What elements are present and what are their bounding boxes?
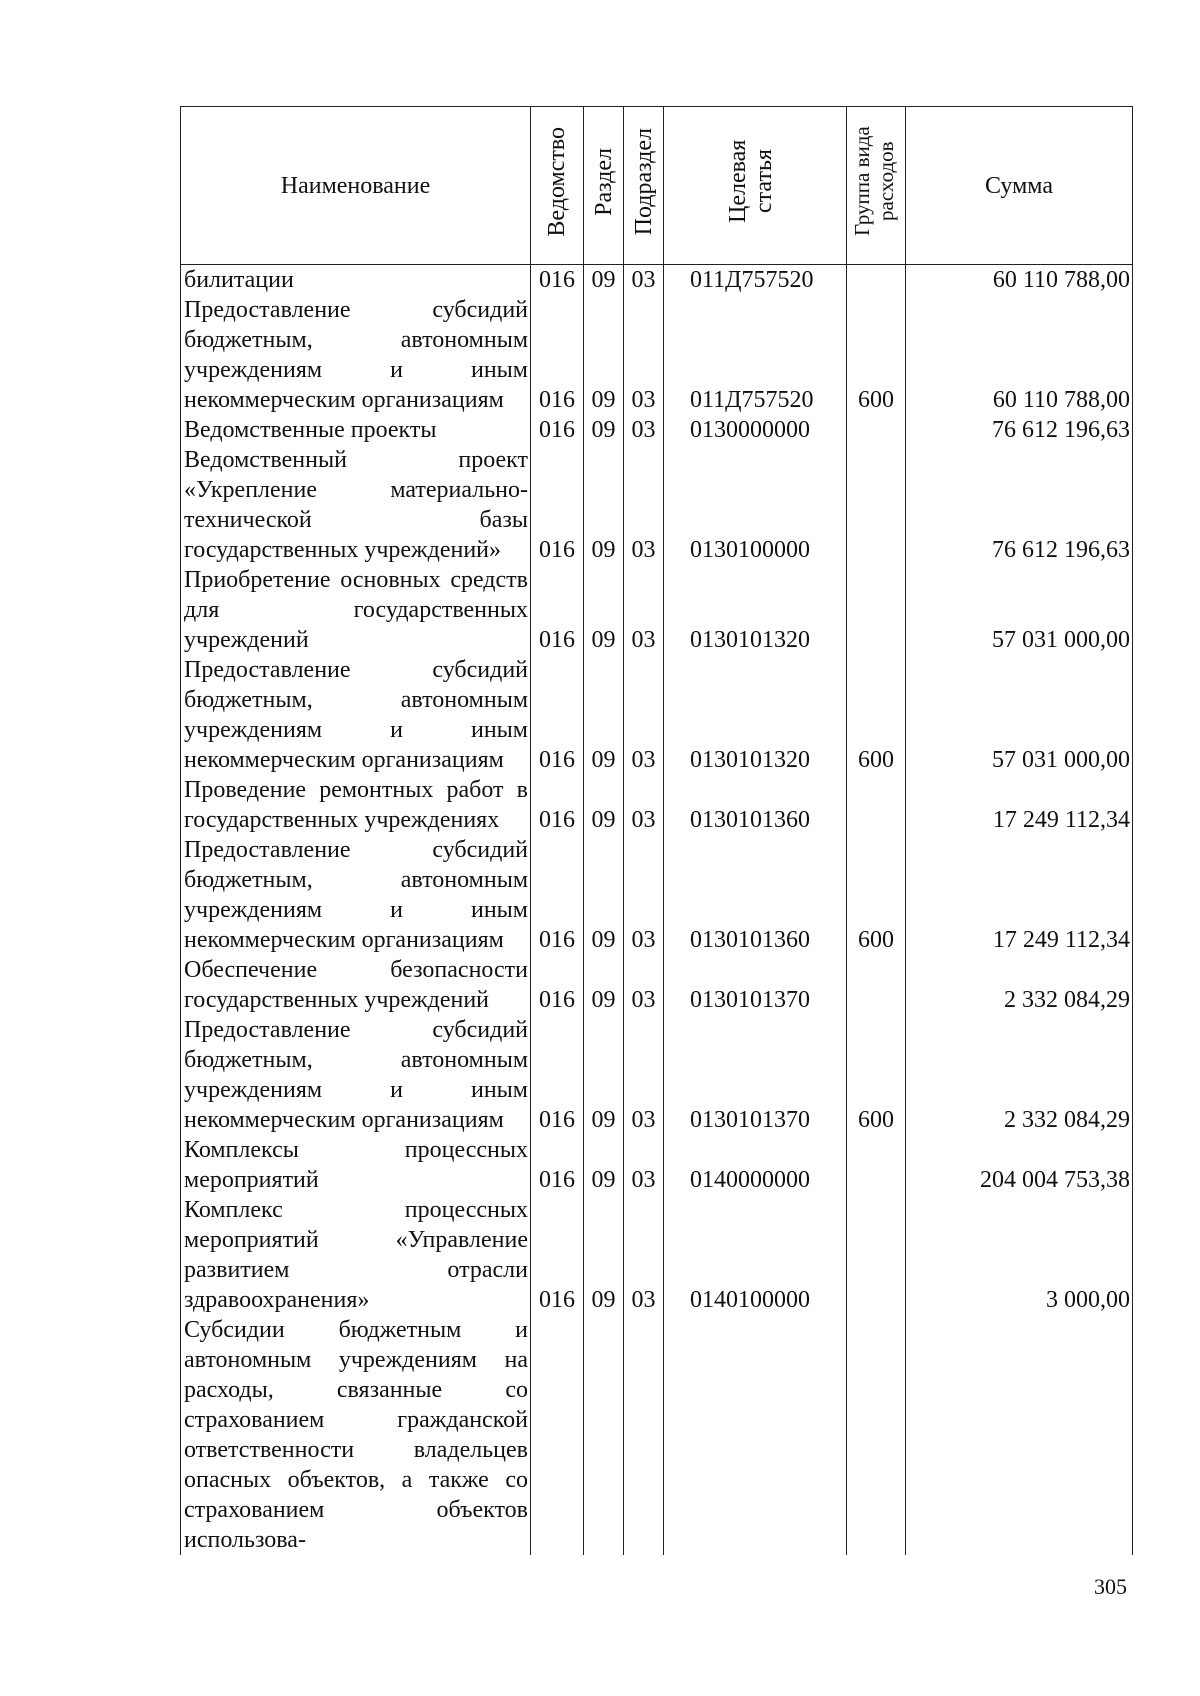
cell-cel: 0130101370 [664,955,847,1015]
cell-grp: 600 [847,835,906,955]
cell-podr: 03 [624,1135,664,1195]
cell-sum [906,1315,1133,1555]
table-row [181,445,1133,565]
cell-cel: 0130101370 [664,1015,847,1135]
cell-razd: 09 [584,445,624,565]
cell-razd: 09 [584,295,624,415]
header-razdel-cell [584,107,624,265]
cell-name: Ведомственный проект «Укрепление материально-технической базы государственных учреждений» [181,445,531,565]
table-header-row [181,107,1133,265]
header-celevaya-cell [664,107,847,265]
table-row [181,415,1133,445]
table-row [181,295,1133,415]
cell-grp: 600 [847,655,906,775]
table-row [181,565,1133,655]
cell-podr: 03 [624,415,664,445]
cell-ved: 016 [531,265,584,296]
cell-ved: 016 [531,295,584,415]
cell-cel: 011Д757520 [664,295,847,415]
cell-sum: 76 612 196,63 [906,415,1133,445]
cell-grp [847,1195,906,1315]
cell-sum: 57 031 000,00 [906,655,1133,775]
cell-grp [847,1135,906,1195]
cell-ved: 016 [531,565,584,655]
table-row [181,955,1133,1015]
cell-ved [531,1315,584,1555]
cell-ved: 016 [531,1195,584,1315]
cell-ved: 016 [531,1135,584,1195]
cell-name: Проведение ремонтных работ в государственных учреждениях [181,775,531,835]
cell-cel [664,1315,847,1555]
cell-sum: 60 110 788,00 [906,295,1133,415]
cell-name: Ведомственные проекты [181,415,531,445]
cell-grp [847,1315,906,1555]
cell-name: Обеспечение безопасности государственных учреждений [181,955,531,1015]
cell-ved: 016 [531,955,584,1015]
cell-razd: 09 [584,775,624,835]
cell-name: Комплексы процессных мероприятий [181,1135,531,1195]
header-gruppa: Группа вида расходов [850,126,898,237]
cell-ved: 016 [531,445,584,565]
cell-name: Предоставление субсидий бюджетным, автономным учреждениям и иным некоммерческим организациям [181,295,531,415]
header-podrazdel: Подраздел [630,127,657,236]
cell-grp [847,955,906,1015]
cell-podr: 03 [624,775,664,835]
cell-razd [584,1315,624,1555]
header-gruppa-cell [847,107,906,265]
cell-ved: 016 [531,835,584,955]
cell-ved: 016 [531,415,584,445]
table-row [181,1315,1133,1555]
cell-grp [847,265,906,296]
cell-sum: 57 031 000,00 [906,565,1133,655]
cell-podr: 03 [624,655,664,775]
page-number: 305 [1094,1574,1127,1599]
cell-razd: 09 [584,1195,624,1315]
cell-podr: 03 [624,955,664,1015]
cell-cel: 0130100000 [664,445,847,565]
cell-cel: 0130000000 [664,415,847,445]
header-vedomstvo-cell [531,107,584,265]
table-row [181,1195,1133,1315]
cell-name: Предоставление субсидий бюджетным, автономным учреждениям и иным некоммерческим организациям [181,655,531,775]
budget-table [180,106,1133,1555]
cell-name: Предоставление субсидий бюджетным, автономным учреждениям и иным некоммерческим организациям [181,1015,531,1135]
table-row [181,655,1133,775]
cell-grp: 600 [847,295,906,415]
cell-podr: 03 [624,445,664,565]
cell-grp: 600 [847,1015,906,1135]
cell-ved: 016 [531,655,584,775]
cell-razd: 09 [584,565,624,655]
cell-sum: 2 332 084,29 [906,955,1133,1015]
cell-sum: 60 110 788,00 [906,265,1133,296]
cell-grp [847,445,906,565]
cell-razd: 09 [584,655,624,775]
cell-ved: 016 [531,775,584,835]
cell-cel: 0140000000 [664,1135,847,1195]
header-podrazdel-cell [624,107,664,265]
cell-cel: 011Д757520 [664,265,847,296]
cell-cel: 0130101360 [664,835,847,955]
cell-podr: 03 [624,1015,664,1135]
cell-name: Субсидии бюджетным и автономным учреждениям на расходы, связанные со страхованием гражданской ответственности владельцев опасных объектов, а также со страхованием объектов использова- [181,1315,531,1555]
table-row [181,1135,1133,1195]
cell-sum: 204 004 753,38 [906,1135,1133,1195]
cell-razd: 09 [584,835,624,955]
cell-razd: 09 [584,1015,624,1135]
cell-podr: 03 [624,565,664,655]
table-row [181,1015,1133,1135]
cell-grp [847,565,906,655]
cell-cel: 0140100000 [664,1195,847,1315]
cell-cel: 0130101320 [664,655,847,775]
header-celevaya: Целевая статья [725,139,777,224]
cell-grp [847,775,906,835]
cell-sum: 17 249 112,34 [906,835,1133,955]
header-razdel: Раздел [590,147,617,216]
table-row [181,775,1133,835]
cell-name: билитации [181,265,531,296]
cell-sum: 3 000,00 [906,1195,1133,1315]
cell-podr [624,1315,664,1555]
table-row [181,835,1133,955]
cell-podr: 03 [624,1195,664,1315]
cell-cel: 0130101360 [664,775,847,835]
cell-cel: 0130101320 [664,565,847,655]
cell-name: Предоставление субсидий бюджетным, автономным учреждениям и иным некоммерческим организациям [181,835,531,955]
cell-grp [847,415,906,445]
cell-podr: 03 [624,295,664,415]
header-vedomstvo: Ведомство [544,126,570,237]
cell-podr: 03 [624,265,664,296]
cell-razd: 09 [584,1135,624,1195]
cell-razd: 09 [584,265,624,296]
cell-sum: 2 332 084,29 [906,1015,1133,1135]
table-row [181,265,1133,296]
cell-podr: 03 [624,835,664,955]
cell-name: Приобретение основных средств для государственных учреждений [181,565,531,655]
cell-razd: 09 [584,415,624,445]
header-name: Наименование [181,107,531,265]
cell-sum: 17 249 112,34 [906,775,1133,835]
cell-name: Комплекс процессных мероприятий «Управление развитием отрасли здравоохранения» [181,1195,531,1315]
cell-ved: 016 [531,1015,584,1135]
header-summa: Сумма [906,107,1133,265]
cell-razd: 09 [584,955,624,1015]
cell-sum: 76 612 196,63 [906,445,1133,565]
